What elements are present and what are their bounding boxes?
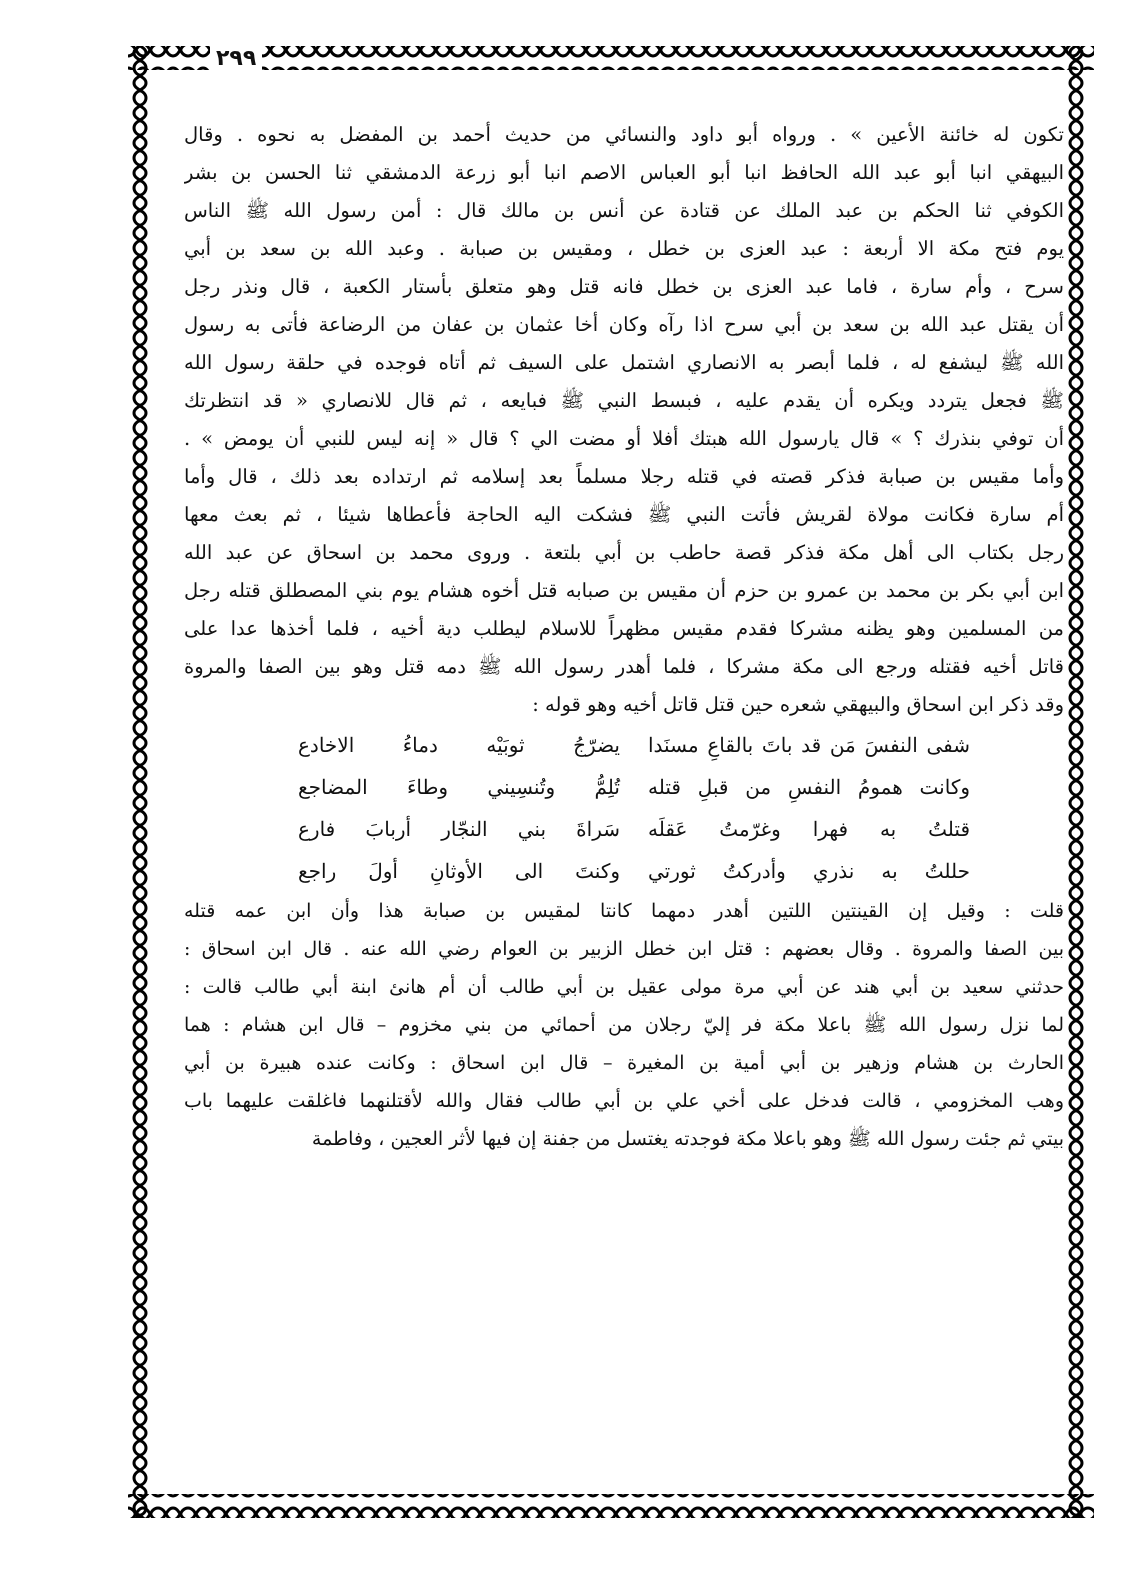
verse-hemistich-second: وكنتَ الى الأوثانِ أولَ راجع xyxy=(298,859,620,883)
verse-hemistich-second: يضرّجُ ثوبَيْه دماءُ الاخادع xyxy=(298,733,620,757)
page-number: ٢٩٩ xyxy=(210,44,262,74)
text-line: البيهقي انبا أبو عبد الله الحافظ انبا أبو العباس الاصم انبا أبو زرعة الدمشقي ثنا الحسن بن بشر xyxy=(184,161,1064,184)
text-line: الكوفي ثنا الحكم بن عبد الملك عن قتادة عن أنس بن مالك قال : أمن رسول الله ﷺ الناس xyxy=(184,199,1064,222)
text-line: أن توفي بنذرك ؟ » قال يارسول الله هبتك أفلا أو مضت الي ؟ قال « إنه ليس للنبي أن يومض » . xyxy=(184,427,1064,450)
text-line: سرح ، وأم سارة ، فاما عبد العزى بن خطل فانه قتل وهو متعلق بأستار الكعبة ، قال ونذر رجل xyxy=(184,275,1064,298)
text-line: من المسلمين وهو يظنه مشركا فقدم مقيس مظهراً للاسلام ليطلب دية أخيه ، فلما أخذها عدا على xyxy=(184,617,1064,640)
text-line: وقد ذكر ابن اسحاق والبيهقي شعره حين قتل قاتل أخيه وهو قوله : xyxy=(532,693,1064,716)
border-left xyxy=(132,46,156,1518)
text-line: الحارث بن هشام وزهير بن أبي أمية بن المغيرة – قال ابن اسحاق : وكانت عنده هبيرة بن أبي xyxy=(184,1052,1064,1074)
text-line: بيتي ثم جئت رسول الله ﷺ وهو باعلا مكة فوجدته يغتسل من جفنة إن فيها لأثر العجين ، وفاطمة xyxy=(311,1128,1064,1150)
text-line: وأما مقيس بن صبابة فذكر قصته في قتله رجلا مسلماً بعد إسلامه ثم ارتداده بعد ذلك ، قال وأما xyxy=(184,465,1064,488)
poem-verse xyxy=(184,766,1064,808)
text-line: يوم فتح مكة الا أربعة : عبد العزى بن خطل ، ومقيس بن صبابة . وعبد الله بن سعد بن أبي xyxy=(184,237,1064,260)
page-frame xyxy=(128,38,1094,1526)
text-line: ابن أبي بكر بن محمد بن عمرو بن حزم أن مقيس بن صبابه قتل أخوه هشام يوم بني المصطلق قتله رجل xyxy=(184,579,1064,602)
text-line: أم سارة فكانت مولاة لقريش فأتت النبي ﷺ فشكت اليه الحاجة فأعطاها شيئا ، ثم بعث معها xyxy=(184,503,1064,526)
verse-hemistich-second: سَراةَ بني النجّار أربابَ فارع xyxy=(298,817,620,841)
poem-verse xyxy=(184,808,1064,850)
poem-verse xyxy=(184,724,1064,766)
verse-hemistich-second: تُلِمُّ وتُنسِيني وطاءَ المضاجع xyxy=(298,775,620,799)
border-right xyxy=(1066,46,1090,1518)
paragraph-1 xyxy=(184,116,1064,724)
text-line: قلت : وقيل إن القينتين اللتين أهدر دمهما كانتا لمقيس بن صبابة هذا وأن ابن عمه قتله xyxy=(184,900,1064,922)
verse-hemistich-first: قتلتُ به فهرا وغرّمتُ عَقلَه xyxy=(648,817,970,841)
text-line: تكون له خائنة الأعين » . ورواه أبو داود والنسائي من حديث أحمد بن المفضل به نحوه . وقال xyxy=(184,123,1064,146)
text-line: بين الصفا والمروة . وقال بعضهم : قتل ابن خطل الزبير بن العوام رضي الله عنه . قال ابن اسحاق : xyxy=(184,938,1064,960)
text-line: أن يقتل عبد الله بن سعد بن أبي سرح اذا رآه وكان أخا عثمان بن عفان من الرضاعة فأتى به رسول xyxy=(184,313,1064,336)
text-line: رجل بكتاب الى أهل مكة فذكر قصة حاطب بن أبي بلتعة . وروى محمد بن اسحاق عن عبد الله xyxy=(184,541,1064,564)
text-line: قاتل أخيه فقتله ورجع الى مكة مشركا ، فلما أهدر رسول الله ﷺ دمه قتل وهو بين الصفا والمروة xyxy=(184,655,1064,678)
border-top xyxy=(128,46,1094,70)
verse-hemistich-first: وكانت همومُ النفسِ من قبلِ قتله xyxy=(648,775,970,799)
verse-hemistich-first: شفى النفسَ مَن قد باتَ بالقاعِ مسنَدا xyxy=(648,733,970,757)
poem-verse xyxy=(184,850,1064,892)
text-line: وهب المخزومي ، قالت فدخل على أخي علي بن أبي طالب فقال والله لأقتلنهما فاغلقت عليهما باب xyxy=(184,1090,1064,1112)
text-line: الله ﷺ ليشفع له ، فلما أبصر به الانصاري اشتمل على السيف ثم أتاه فوجده في حلقة رسول الله xyxy=(184,351,1064,374)
paragraph-2 xyxy=(184,892,1064,1158)
text-line: حدثني سعيد بن أبي هند عن أبي مرة مولى عقيل بن أبي طالب أن أم هانئ ابنة أبي طالب قالت : xyxy=(184,976,1064,998)
text-line: لما نزل رسول الله ﷺ باعلا مكة فر إليّ رجلان من أحمائي من بني مخزوم – قال ابن هشام : هما xyxy=(184,1014,1064,1036)
text-body xyxy=(184,116,1064,1506)
poem xyxy=(184,724,1064,892)
verse-hemistich-first: حللتُ به نذري وأدركتُ ثورتي xyxy=(648,859,970,883)
text-line: ﷺ فجعل يتردد ويكره أن يقدم عليه ، فبسط النبي ﷺ فبايعه ، ثم قال للانصاري « قد انتظرتك xyxy=(184,389,1064,412)
